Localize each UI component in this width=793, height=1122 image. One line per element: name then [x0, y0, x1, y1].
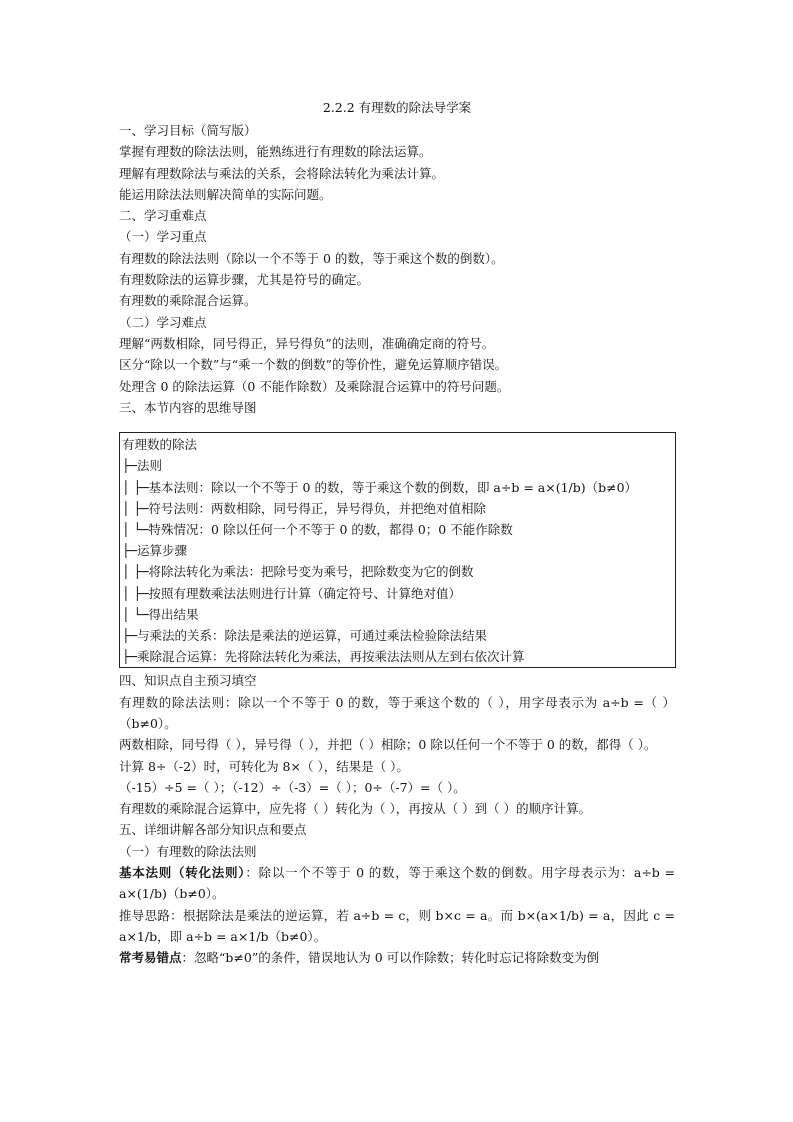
difficulty-point: 区分“除以一个数”与“乘一个数的倒数”的等价性，避免运算顺序错误。: [119, 357, 508, 373]
key-point: 有理数除法的运算步骤，尤其是符号的确定。: [119, 272, 370, 288]
goal-item: 理解有理数除法与乘法的关系，会将除法转化为乘法计算。: [119, 165, 445, 181]
fill-in-question: 两数相除，同号得（ ），异号得（ ），并把（ ）相除；0 除以任何一个不等于 0 的数，都得（ ）。: [119, 737, 657, 753]
mind-map-node: │ └─特殊情况：0 除以任何一个不等于 0 的数，都得 0；0 不能作除数: [122, 521, 513, 537]
fill-in-question: 有理数的乘除混合运算中，应先将（ ）转化为（ ），再按从（ ）到（ ）的顺序计算。: [119, 801, 592, 817]
fill-in-question: 有理数的除法法则：除以一个不等于 0 的数，等于乘这个数的（ ），用字母表示为 a÷b =（ ）（b≠0）。: [119, 694, 675, 731]
section-heading: 一、学习目标（简写版）: [119, 123, 257, 138]
derivation-paragraph: 推导思路：根据除法是乘法的逆运算，若 a÷b = c，则 b×c = a。而 b×(a×1/b) = a，因此 c = a×1/b，即 a÷b = a×1/b（b≠0）。: [119, 907, 675, 944]
subsection-heading: （一）学习重点: [119, 229, 207, 245]
fill-in-question: （-15）÷5 =（ ）；（-12）÷（-3）=（ ）；0÷（-7）=（ ）。: [119, 779, 466, 795]
mind-map-node: ├─法则: [122, 458, 163, 474]
difficulty-point: 理解“两数相除，同号得正，异号得负”的法则，准确确定商的符号。: [119, 335, 495, 351]
key-point: 有理数的乘除混合运算。: [119, 293, 257, 309]
mind-map-node: ├─与乘法的关系：除法是乘法的逆运算，可通过乘法检验除法结果: [122, 627, 488, 643]
subsection-heading: （一）有理数的除法法则: [119, 843, 257, 859]
mind-map-node: │ └─得出结果: [122, 606, 199, 622]
section-heading: 五、详细讲解各部分知识点和要点: [119, 822, 307, 838]
basic-rule-paragraph: [119, 862, 675, 905]
common-error-text: ：忽略“b≠0”的条件，错误地认为 0 可以作除数；转化时忘记将除数变为倒: [181, 950, 600, 966]
mind-map-node: ├─运算步骤: [122, 543, 188, 559]
mind-map-node: │ ├─基本法则：除以一个不等于 0 的数，等于乘这个数的倒数，即 a÷b = a×(1/b)（b≠0）: [122, 479, 638, 495]
basic-rule-label: 基本法则（转化法则）: [119, 865, 246, 881]
document-title: 2.2.2 有理数的除法导学案: [322, 100, 472, 115]
section-heading: 三、本节内容的思维导图: [119, 399, 257, 415]
mind-map-node: │ ├─按照有理数乘法法则进行计算（确定符号、计算绝对值）: [122, 585, 462, 601]
document-body: [119, 98, 675, 969]
difficulty-point: 处理含 0 的除法运算（0 不能作除数）及乘除混合运算中的符号问题。: [119, 378, 510, 394]
subsection-heading: （二）学习难点: [119, 314, 207, 330]
fill-in-question: 计算 8÷（-2）时，可转化为 8×（ ），结果是（ ）。: [119, 758, 409, 774]
mind-map-node: │ ├─符号法则：两数相除，同号得正，异号得负，并把绝对值相除: [122, 500, 487, 516]
basic-rule-text: ：除以一个不等于 0 的数，等于乘这个数的倒数。用字母表示为：a÷b = a×(1/b)（b≠0）。: [119, 865, 675, 902]
mind-map-node: │ ├─将除法转化为乘法：把除号变为乘号，把除数变为它的倒数: [122, 564, 474, 580]
common-error-label: 常考易错点: [119, 950, 182, 966]
section-heading: 四、知识点自主预习填空: [119, 673, 257, 689]
mind-map-box: [119, 432, 676, 668]
goal-item: 能运用除法法则解决简单的实际问题。: [119, 186, 332, 202]
common-error-paragraph: [119, 947, 675, 968]
section-heading: 二、学习重难点: [119, 208, 207, 224]
key-point: 有理数的除法法则（除以一个不等于 0 的数，等于乘这个数的倒数）。: [119, 250, 504, 266]
mind-map-node: ├─乘除混合运算：先将除法转化为乘法，再按乘法法则从左到右依次计算: [122, 649, 525, 665]
goal-item: 掌握有理数的除法法则，能熟练进行有理数的除法运算。: [119, 144, 432, 160]
mind-map-root: 有理数的除法: [122, 437, 198, 453]
